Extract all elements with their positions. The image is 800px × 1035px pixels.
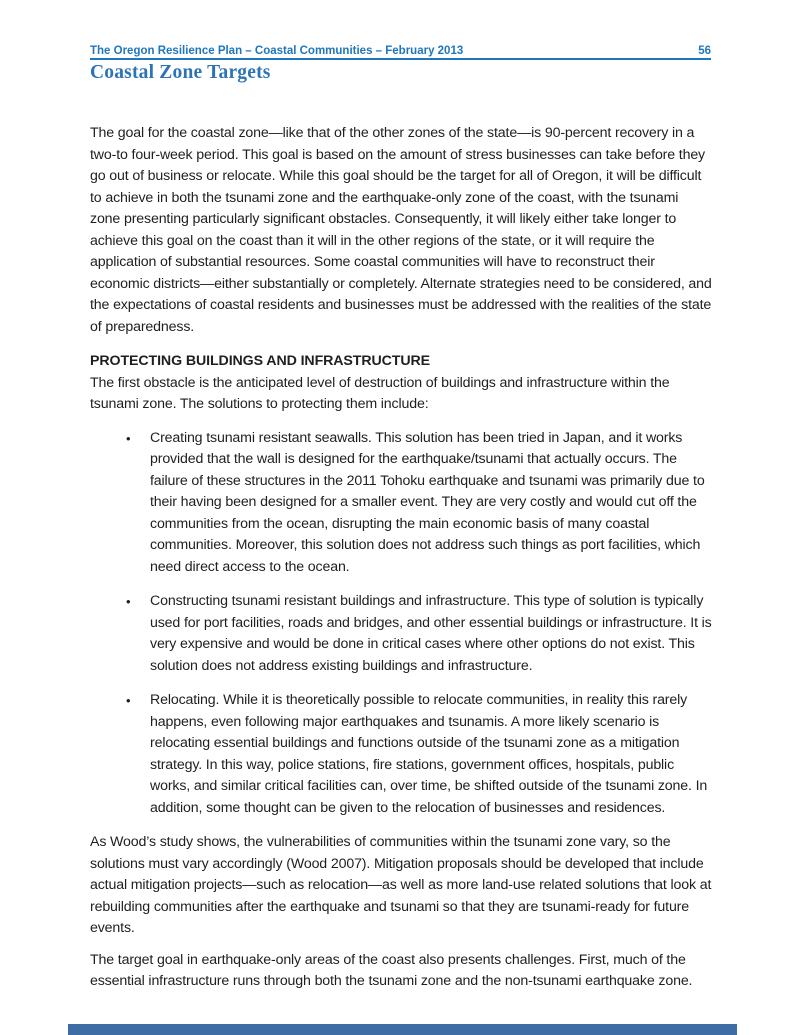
paragraph: The goal for the coastal zone—like that of the other zones of the state—is 90-percent recovery in a two-to four-week period. This goal is based on the amount of stress businesses can take before they go out of business or relocate. While this goal should be the target for all of Oregon, it will be difficult to achieve in both the tsunami zone and the earthquake-only zone of the coast, with the tsunami zone presenting particularly significant obstacles. Consequently, it will likely either take longer to achieve this goal on the coast than it will in the other regions of the state, or it will require the application of substantial resources. Some coastal communities will have to reconstruct their economic districts—either substantially or completely. Alternate strategies need to be considered, and the expectations of coastal residents and businesses must be addressed with the realities of the state of preparedness. [90, 125, 712, 335]
page-number: 56 [698, 45, 711, 57]
bullet-icon: • [126, 693, 131, 708]
list-item-text: Relocating. While it is theoretically possible to relocate communities, in reality this rarely happens, even following major earthquakes and tsunamis. A more likely scenario is relocating essential buildings and functions outside of the tsunami zone as a mitigation strategy. In this way, police stations, fire stations, government offices, hospitals, public works, and similar critical facilities can, over time, be shifted outside of the tsunami zone. In addition, some thought can be given to the relocation of businesses and residences. [150, 692, 708, 816]
section-heading: PROTECTING BUILDINGS AND INFRASTRUCTURE [90, 353, 431, 369]
paragraph: As Wood’s study shows, the vulnerabilities of communities within the tsunami zone vary, so the solutions must vary accordingly (Wood 2007). Mitigation proposals should be developed that include actual mitigation projects—such as relocation—as well as more land-use related solutions that look at rebuilding communities after the earthquake and tsunami so that they are tsunami-ready for future events. [90, 834, 712, 936]
paragraph: The first obstacle is the anticipated level of destruction of buildings and infrastructure within the tsunami zone. The solutions to protecting them include: [90, 374, 670, 412]
list-item [90, 690, 712, 819]
list-item [90, 591, 712, 677]
footer-bar [68, 1024, 737, 1035]
paragraph: The target goal in earthquake-only areas of the coast also presents challenges. First, much of the essential infrastructure runs through both the tsunami zone and the non-tsunami earthquake zone. [90, 951, 693, 989]
bullet-icon: • [126, 430, 131, 446]
bullet-list [90, 428, 712, 820]
document-body [90, 123, 712, 1003]
running-header-title: The Oregon Resilience Plan – Coastal Communities – February 2013 [90, 45, 464, 57]
running-header [90, 45, 711, 60]
list-item [90, 428, 712, 579]
list-item-text: Creating tsunami resistant seawalls. This solution has been tried in Japan, and it works provided that the wall is designed for the earthquake/tsunami that actually occurs. The failure of these structures in the 2011 Tohoku earthquake and tsunami was primarily due to their having been designed for a smaller event. They are very costly and would cut off the communities from the ocean, disrupting the main economic basis of many coastal communities. Moreover, this solution does not address such things as port facilities, which need direct access to the ocean. [150, 429, 705, 575]
page-title: Coastal Zone Targets [90, 62, 271, 83]
list-item-text: Constructing tsunami resistant buildings and infrastructure. This type of solution is typically used for port facilities, roads and bridges, and other essential buildings or infrastructure. It is very expensive and would be done in critical cases where other options do not exist. This solution does not address existing buildings and infrastructure. [150, 593, 712, 674]
bullet-icon: • [126, 594, 131, 609]
